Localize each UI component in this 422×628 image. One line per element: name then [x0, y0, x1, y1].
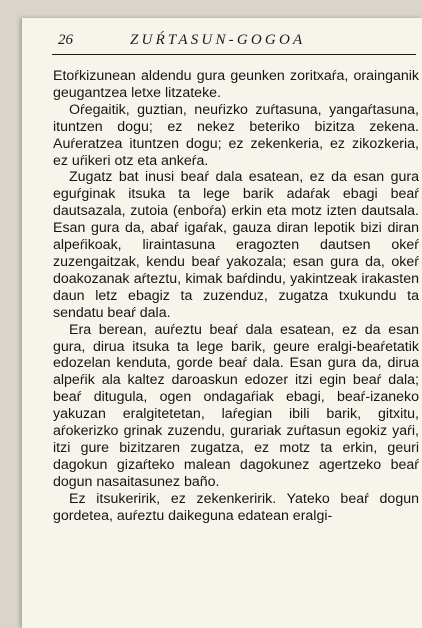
paragraph: Ez itsukeririk, ez zekenkeririk. Yateko beaŕ dogun gordetea, auŕeztu daikeguna edatean eralgi- [53, 490, 419, 524]
paragraph: Etoŕkizunean aldendu gura geunken zoritxaŕa, orainganik geugantzea letxe litzateke. [53, 68, 419, 101]
book-page [22, 18, 422, 628]
page-header [52, 28, 416, 55]
page-number: 26 [58, 32, 73, 48]
paragraph: Era berean, auŕeztu beaŕ dala esatean, ez da esan gura, dirua itsuka ta lege barik, geure eralgi-beaŕetatik edozelan kenduta, gorde beaŕ dala. Esan gura da, dirua alpeŕik ala kaltez daroaskun edozer itzi egin beaŕ dala; beaŕ ditugula, ogen ondagaŕiak ebagi, beaŕ-izaneko yakuzan eralgitetetan, laŕegian ibili barik, gitxitu, aŕokerizko grinak zuzendu, gurariak zuŕtasun egokiz yaŕi, itzi gure bizitzaren zugatza, ez motz ta erkin, geuri dagokun gizaŕteko malean dagokunez agertzeko beaŕ dogun nasaitasunez baño. [53, 321, 419, 490]
body-text [53, 68, 419, 524]
paragraph: Oŕegaitik, guztian, neuŕizko zuŕtasuna, yangaŕtasuna, ituntzen dogu; ez nekez beteriko bizitza zekena. Auŕeratzea ituntzen dogu; ez zekenkeria, ez zikozkeria, ez uŕikeri otz eta ankeŕa. [53, 101, 419, 169]
running-title: ZUŔTASUN-GOGOA [130, 32, 306, 48]
paragraph: Zugatz bat inusi beaŕ dala esatean, ez da esan gura eguŕginak itsuka ta lege barik adaŕak ebagi beaŕ dautsazala, zutoia (enboŕa) erkin eta motz izten dautsala. Esan gura da, abaŕ igaŕak, gauza diran lepotik bizi diran alpeŕikoak, liraintasuna eragozten dautsen okeŕ zuzengaitzak, kendu beaŕ yakozala; esan gura da, okeŕ doakozanak aŕteztu, kimak baŕdindu, yakintzeak irakasten daun letz ebagiz ta zuzenduz, zugatza txukundu ta sendatu beaŕ dala. [53, 169, 419, 321]
